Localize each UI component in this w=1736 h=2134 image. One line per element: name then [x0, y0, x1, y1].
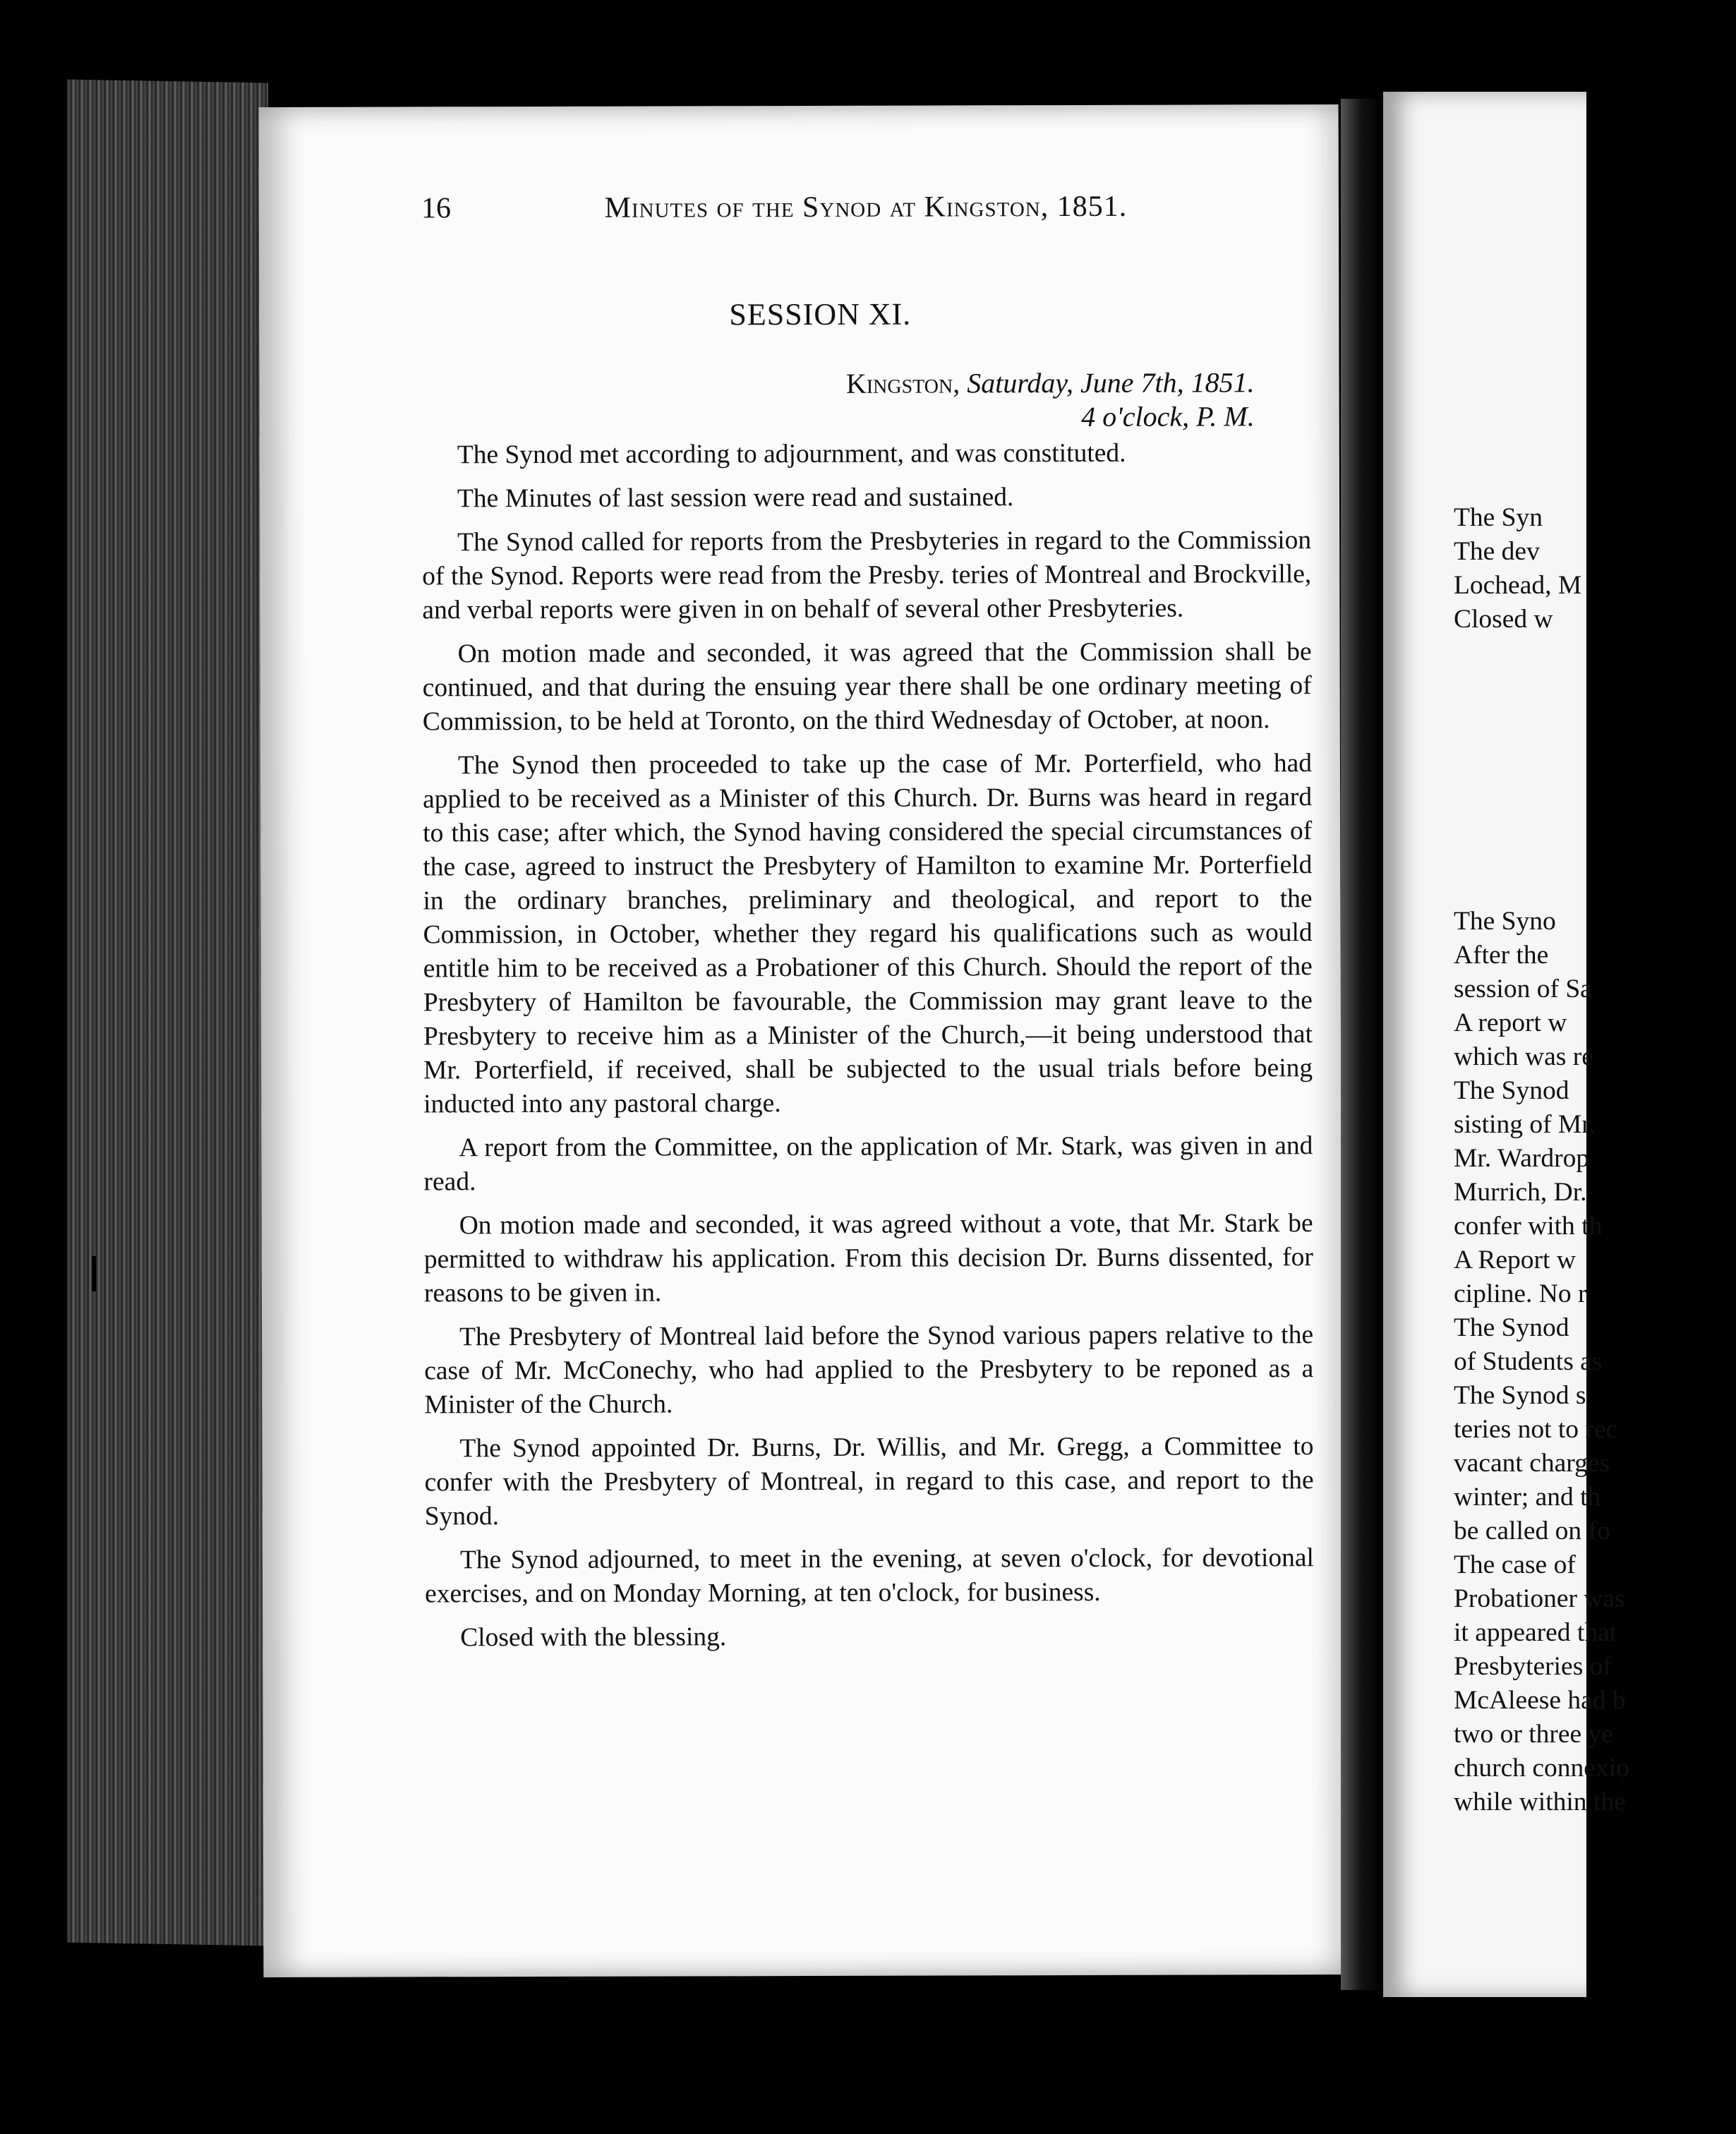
paragraph: The Minutes of last session were read and sustained.: [457, 483, 1014, 514]
paragraph: Closed with the blessing.: [460, 1622, 727, 1653]
right-line: McAleese had b: [1454, 1686, 1626, 1715]
right-line: After the: [1454, 941, 1549, 970]
paragraph: On motion made and seconded, it was agreed without a vote, that Mr. Stark be permitted to withdraw his application. From this decision Dr. Burns dissented, for reasons to be given in.: [423, 1209, 1313, 1308]
right-line: The Synod: [1454, 1313, 1569, 1342]
right-line: two or three ye: [1454, 1720, 1613, 1749]
right-line: vacant charges: [1454, 1449, 1610, 1478]
left-page: [259, 104, 1344, 1977]
dateline-date: Saturday, June 7th, 1851.: [967, 366, 1255, 399]
right-line: The dev: [1454, 537, 1540, 566]
book-gutter: [1341, 99, 1383, 1990]
right-line: of Students as: [1454, 1347, 1603, 1376]
right-line: A Report w: [1454, 1246, 1576, 1274]
right-line: The Synod s: [1454, 1381, 1586, 1410]
edge-mark: [92, 1256, 96, 1291]
right-line: session of Sa: [1454, 975, 1592, 1003]
dateline: [846, 366, 1255, 435]
right-line: The case of: [1454, 1550, 1576, 1579]
paragraph: The Synod appointed Dr. Burns, Dr. Willis, and Mr. Gregg, a Committee to confer with the Presbytery of Montreal, in regard to this case, and report to the Synod.: [424, 1432, 1314, 1531]
right-line: it appeared that: [1454, 1618, 1617, 1647]
right-page: [1383, 92, 1629, 1997]
right-line: be called on fo: [1454, 1517, 1610, 1545]
paragraph: The Synod adjourned, to meet in the evening, at seven o'clock, for devotional exercises, and on Monday Morning, at ten o'clock, for business.: [424, 1543, 1314, 1609]
right-line: Lochead, M: [1454, 571, 1582, 600]
right-line: which was re: [1454, 1042, 1593, 1071]
right-line: cipline. No r: [1454, 1279, 1587, 1308]
right-line: while within the: [1454, 1788, 1626, 1816]
page-number: 16: [421, 192, 451, 225]
session-title: SESSION XI.: [729, 296, 912, 332]
right-line: teries not to rec: [1454, 1415, 1618, 1444]
right-line: Closed w: [1454, 605, 1553, 634]
running-head-title: Minutes of the Synod at Kingston, 1851.: [604, 190, 1128, 224]
paragraph: On motion made and seconded, it was agreed that the Commission shall be continued, and that during the ensuing year there shall be one ordinary meeting of Commission, to be held at Toronto, on the third Wednesday of October, at noon.: [422, 637, 1312, 737]
dateline-time: 4 o'clock, P. M.: [1081, 400, 1255, 433]
right-line: Presbyteries of: [1454, 1652, 1612, 1681]
right-line: Probationer was: [1454, 1584, 1625, 1613]
right-page-text: [1454, 423, 1736, 1819]
right-line: winter; and th: [1454, 1483, 1601, 1512]
right-line: The Syno: [1454, 907, 1556, 936]
right-line: confer with th: [1454, 1212, 1603, 1241]
paragraph: The Synod met according to adjournment, and was constituted.: [457, 438, 1126, 470]
right-line: Mr. Wardrop: [1454, 1144, 1590, 1173]
right-line: A report w: [1454, 1008, 1567, 1037]
right-line: The Synod: [1454, 1076, 1569, 1105]
paragraph: A report from the Committee, on the application of Mr. Stark, was given in and read.: [423, 1131, 1313, 1197]
paragraph: The Presbytery of Montreal laid before the Synod various papers relative to the case of Mr. McConechy, who had applied to the Presbytery to be reponed as a Minister of the Church.: [424, 1320, 1314, 1420]
book-page-edges: [67, 80, 268, 1946]
right-line: The Syn: [1454, 503, 1543, 532]
right-line: church connexio: [1454, 1754, 1629, 1783]
right-line: Murrich, Dr.: [1454, 1178, 1587, 1207]
paragraph: The Synod called for reports from the Presbyteries in regard to the Commission of the Synod. Reports were read from the Presby. teries of Montreal and Brockville, and verbal reports were given in on behalf of several other Presbyteries.: [422, 526, 1312, 625]
minutes-body: [422, 436, 1315, 1665]
paragraph: The Synod then proceeded to take up the case of Mr. Porterfield, who had applied to be received as a Minister of this Church. Dr. Burns was heard in regard to this case; after which, the Synod having considered the special circumstances of the case, agreed to instruct the Presbytery of Hamilton to examine Mr. Porterfield in the ordinary branches, preliminary and theological, and report to the Commission, in October, whether they regard his qualifications such as would entitle him to be received as a Probationer of this Church. Should the report of the Presbytery of Hamilton be favourable, the Commission may grant leave to the Presbytery to receive him as a Minister of the Church,—it being understood that Mr. Porterfield, if received, shall be subjected to the usual trials before being inducted into any pastoral charge.: [423, 749, 1313, 1119]
right-line: sisting of Mr.: [1454, 1110, 1596, 1139]
running-head: [421, 189, 1310, 234]
dateline-place: Kingston,: [845, 367, 960, 399]
